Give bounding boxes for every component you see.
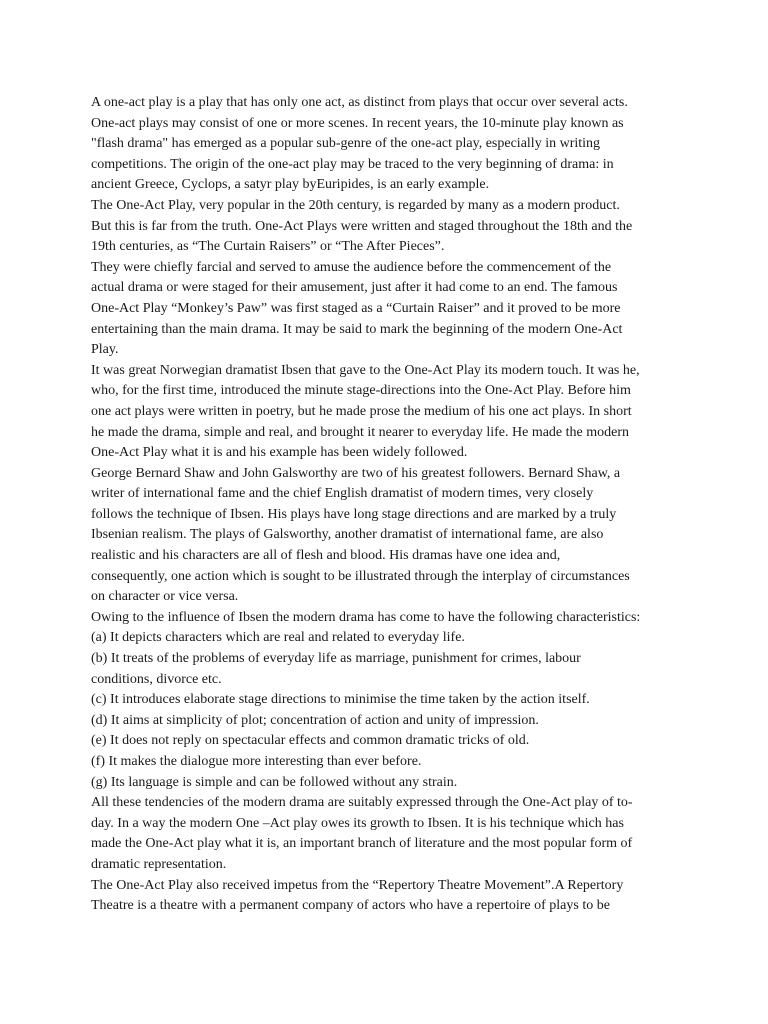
text-line: It was great Norwegian dramatist Ibsen that gave to the One-Act Play its modern touch. It was he, [91,362,640,378]
list-item: (a) It depicts characters which are real and related to everyday life. [91,630,465,646]
text-line: One-act plays may consist of one or more scenes. In recent years, the 10-minute play known as [91,115,624,131]
list-item: (c) It introduces elaborate stage directions to minimise the time taken by the action itself. [91,692,590,708]
text-line: All these tendencies of the modern drama are suitably expressed through the One-Act play of to- [91,795,633,811]
text-line: conditions, divorce etc. [91,671,222,687]
text-line: A one-act play is a play that has only one act, as distinct from plays that occur over several acts. [91,95,628,110]
list-item: (b) It treats of the problems of everyday life as marriage, punishment for crimes, labour [91,651,581,667]
text-line: made the One-Act play what it is, an important branch of literature and the most popular form of [91,836,633,852]
list-item: (d) It aims at simplicity of plot; concentration of action and unity of impression. [91,712,539,728]
text-line: on character or vice versa. [91,589,239,605]
text-line: 19th centuries, as “The Curtain Raisers” or “The After Pieces”. [91,239,445,255]
document-page [91,93,691,917]
text-line: Owing to the influence of Ibsen the modern drama has come to have the following characteristics: [91,609,641,625]
text-line: Theatre is a theatre with a permanent company of actors who have a repertoire of plays to be [91,898,610,914]
text-line: day. In a way the modern One –Act play owes its growth to Ibsen. It is his technique which has [91,815,624,831]
list-item: (g) Its language is simple and can be followed without any strain. [91,774,458,790]
text-line: They were chiefly farcial and served to amuse the audience before the commencement of the [91,259,612,275]
text-line: he made the drama, simple and real, and brought it nearer to everyday life. He made the modern [91,424,630,440]
text-line: consequently, one action which is sought to be illustrated through the interplay of circumstances [91,568,630,584]
text-line: One-Act Play what it is and his example has been widely followed. [91,445,468,461]
list-item: (e) It does not reply on spectacular effects and common dramatic tricks of old. [91,733,530,749]
text-line: one act plays were written in poetry, but he made prose the medium of his one act plays. In short [91,403,632,419]
text-line: But this is far from the truth. One-Act Plays were written and staged throughout the 18th and the [91,218,633,234]
text-line: The One-Act Play, very popular in the 20th century, is regarded by many as a modern product. [91,197,620,213]
text-line: Play. [91,342,119,358]
text-line: One-Act Play “Monkey’s Paw” was first staged as a “Curtain Raiser” and it proved to be more [91,300,621,316]
text-line: Ibsenian realism. The plays of Galsworthy, another dramatist of international fame, are also [91,527,604,543]
text-line: actual drama or were staged for their amusement, just after it had come to an end. The famous [91,280,618,296]
list-item: (f) It makes the dialogue more interesting than ever before. [91,754,422,769]
text-line: entertaining than the main drama. It may be said to mark the beginning of the modern One-Act [91,321,623,337]
text-line: competitions. The origin of the one-act play may be traced to the very beginning of drama: in [91,156,614,172]
text-line: who, for the first time, introduced the minute stage-directions into the One-Act Play. Before him [91,383,631,399]
text-line: writer of international fame and the chief English dramatist of modern times, very closely [91,486,594,502]
text-line: The One-Act Play also received impetus from the “Repertory Theatre Movement”.A Repertory [91,877,624,893]
text-line: "flash drama" has emerged as a popular sub-genre of the one-act play, especially in writing [91,136,601,152]
text-line: follows the technique of Ibsen. His plays have long stage directions and are marked by a truly [91,506,617,522]
text-line: George Bernard Shaw and John Galsworthy are two of his greatest followers. Bernard Shaw, a [91,465,621,481]
text-line: dramatic representation. [91,856,227,872]
text-line: ancient Greece, Cyclops, a satyr play byEuripides, is an early example. [91,177,490,193]
text-line: realistic and his characters are all of flesh and blood. His dramas have one idea and, [91,548,561,564]
